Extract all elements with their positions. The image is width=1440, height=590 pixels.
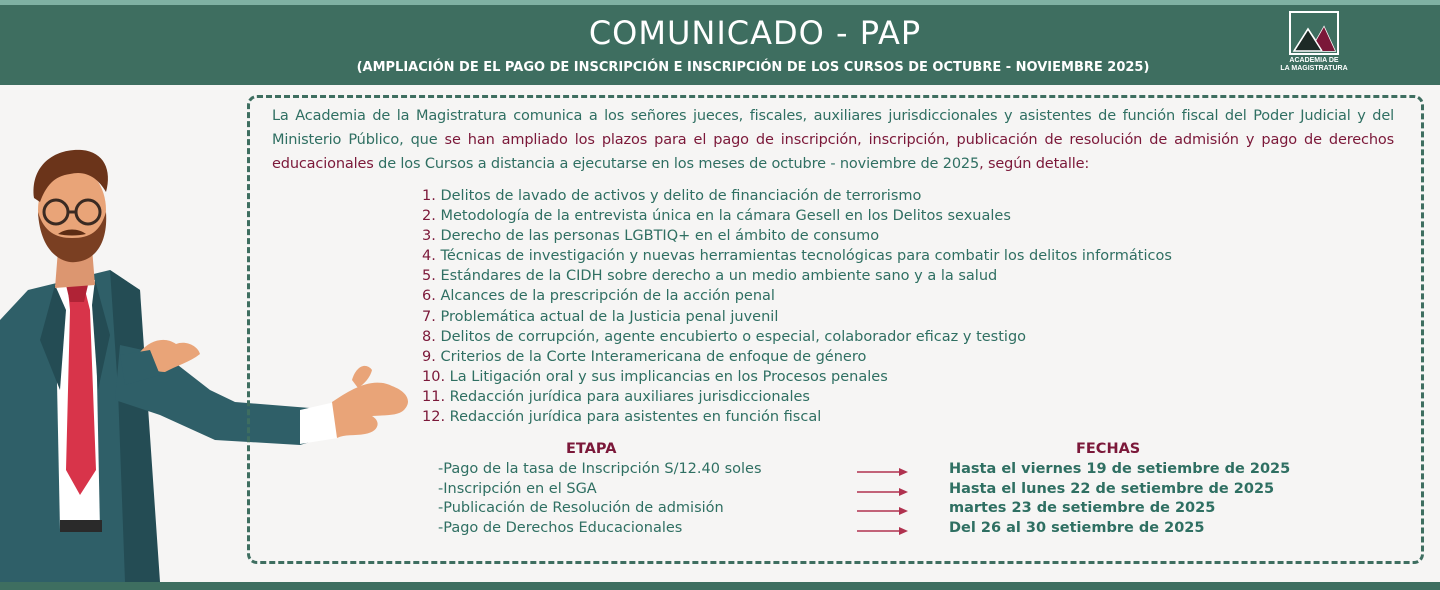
date-column-header: FECHAS [1076, 441, 1141, 457]
academy-logo-icon [1289, 11, 1339, 55]
bottom-accent-line [0, 582, 1440, 590]
announcement-intro: La Academia de la Magistratura comunica a los señores jueces, fiscales, auxiliares jurisdiccionales y asistentes de función fiscal del Poder Judicial y del Ministerio Público, que se han ampliado los plazos para el pago de inscripción, inscripción, publicación de resolución de admisión y pago de derechos educacionales de los Cursos a distancia a ejecutarse en los meses de octubre - noviembre de 2025, según detalle: [272, 108, 1395, 172]
academy-logo [1276, 11, 1352, 83]
course-list [422, 186, 1172, 427]
course-item: 9. Criterios de la Corte Interamericana de enfoque de género [422, 348, 867, 365]
date-label: Del 26 al 30 setiembre de 2025 [949, 520, 1205, 536]
stage-label: -Publicación de Resolución de admisión [438, 500, 724, 516]
page-subtitle: (AMPLIACIÓN DE EL PAGO DE INSCRIPCIÓN E INSCRIPCIÓN DE LOS CURSOS DE OCTUBRE - NOVIEMBRE 2025) [356, 60, 1150, 75]
intro-closing: , según detalle: [979, 156, 1090, 172]
course-item: 12. Redacción jurídica para asistentes en función fiscal [422, 409, 822, 426]
stage-label: -Pago de Derechos Educacionales [438, 520, 683, 536]
stage-label: -Inscripción en el SGA [438, 481, 597, 497]
stage-column-header: ETAPA [566, 441, 617, 457]
course-item: 2. Metodología de la entrevista única en la cámara Gesell en los Delitos sexuales [422, 208, 1011, 225]
schedule-row [0, 500, 1440, 520]
stage-label: -Pago de la tasa de Inscripción S/12.40 soles [438, 461, 762, 477]
intro-highlight: se han ampliado los plazos para el pago de inscripción, inscripción, publicación de resolución de admisión y pago de derechos educacionales [272, 132, 1395, 172]
course-item: 5. Estándares de la CIDH sobre derecho a un medio ambiente sano y a la salud [422, 268, 998, 285]
course-item: 10. La Litigación oral y sus implicancias en los Procesos penales [422, 368, 888, 385]
course-item: 6. Alcances de la prescripción de la acción penal [422, 288, 775, 305]
schedule-row [0, 461, 1440, 481]
arrow-right-icon [857, 467, 909, 477]
header-banner [0, 5, 1440, 85]
academy-logo-caption: ACADEMIA DE LA MAGISTRATURA [1280, 57, 1348, 72]
schedule-row [0, 520, 1440, 540]
schedule-row [0, 481, 1440, 501]
arrow-right-icon [857, 526, 909, 536]
arrow-right-icon [857, 487, 909, 497]
date-label: Hasta el viernes 19 de setiembre de 2025 [949, 461, 1291, 477]
course-item: 4. Técnicas de investigación y nuevas herramientas tecnológicas para combatir los delitos informáticos [422, 248, 1172, 265]
course-item: 1. Delitos de lavado de activos y delito de financiación de terrorismo [422, 188, 922, 204]
date-label: Hasta el lunes 22 de setiembre de 2025 [949, 481, 1275, 497]
course-item: 3. Derecho de las personas LGBTIQ+ en el ámbito de consumo [422, 228, 880, 245]
course-item: 8. Delitos de corrupción, agente encubierto o especial, colaborador eficaz y testigo [422, 328, 1027, 345]
page-title: COMUNICADO - PAP [588, 14, 922, 52]
course-item: 11. Redacción jurídica para auxiliares jurisdiccionales [422, 388, 810, 405]
course-item: 7. Problemática actual de la Justicia penal juvenil [422, 308, 779, 325]
date-label: martes 23 de setiembre de 2025 [949, 500, 1216, 516]
arrow-right-icon [857, 506, 909, 516]
